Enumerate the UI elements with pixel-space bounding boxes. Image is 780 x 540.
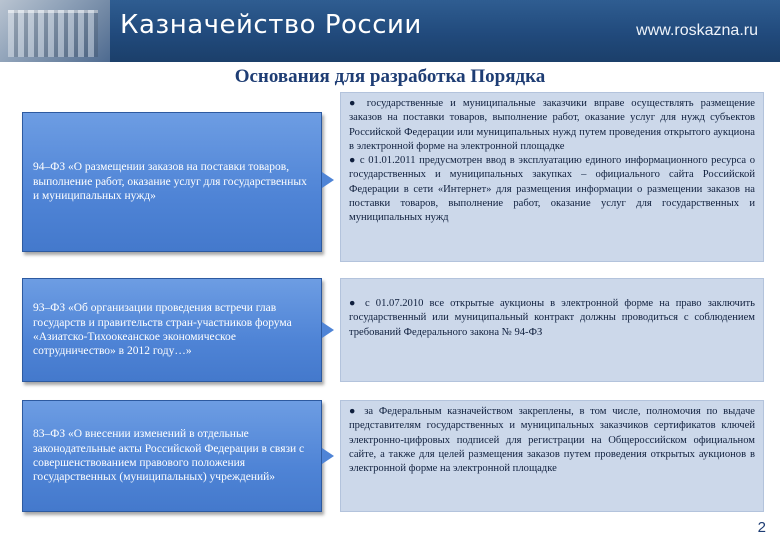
building-photo (0, 0, 110, 62)
law-box-93fz (22, 278, 322, 382)
law-box-94fz (22, 112, 322, 252)
header-title: Казначейство России (120, 10, 422, 40)
bullet-text: ● с 01.07.2010 все открытые аукционы в электронной форме на право заключить государственный или муниципальный контракт должны проводиться с соблюдением требований Федерального закона № 94-ФЗ (349, 298, 755, 338)
law-94fz-text: 94–ФЗ «О размещении заказов на поставки товаров, выполнение работ, оказание услуг для государственных и муниципальных нужд» (33, 161, 307, 203)
law-93fz-text: 93–ФЗ «Об организации проведения встречи глав государств и правительств стран-участников форума «Азиатско-Тихоокеанское экономическое сотрудничество» в 2012 году…» (33, 302, 292, 358)
header-url[interactable]: www.roskazna.ru (636, 22, 758, 39)
page-title: Основания для разработка Порядка (234, 66, 546, 87)
header-banner (0, 0, 780, 62)
arrow-right-icon (322, 172, 334, 188)
description-box-3 (340, 400, 764, 512)
description-box-2 (340, 278, 764, 382)
page-number: 2 (757, 519, 766, 536)
bullet-text: ● за Федеральным казначейством закреплены, в том числе, полномочия по выдаче представителям государственных и муниципальных заказчиков сертификатов ключей электронно-цифровых подписей для регистрации на Общероссийском официальном сайте, а также для целей размещения заказов путем проведения открытых аукционов в электронной форме на электронной площадке (349, 406, 755, 475)
description-box-1 (340, 92, 764, 262)
bullet-text: ● с 01.01.2011 предусмотрен ввод в эксплуатацию единого информационного ресурса о государственных и муниципальных закупках – официального сайта Российской Федерации в сети «Интернет» для размещения информации о размещении заказов на поставки товаров, выполнение работ, оказание услуг для государственных и муниципальных нужд (349, 155, 755, 224)
arrow-right-icon (322, 322, 334, 338)
law-box-83fz (22, 400, 322, 512)
bullet-text: ● государственные и муниципальные заказчики вправе осуществлять размещение заказов на поставки товаров, выполнение работ, оказание услуг для нужд субъектов Российской Федерации или муниципальных нужд путем проведения открытого аукциона в электронной форме на электронной площадке (349, 98, 755, 152)
law-83fz-text: 83–ФЗ «О внесении изменений в отдельные законодательные акты Российской Федерации в связи с совершенствованием правового положения государственных (муниципальных) учреждений» (33, 428, 305, 484)
arrow-right-icon (322, 448, 334, 464)
